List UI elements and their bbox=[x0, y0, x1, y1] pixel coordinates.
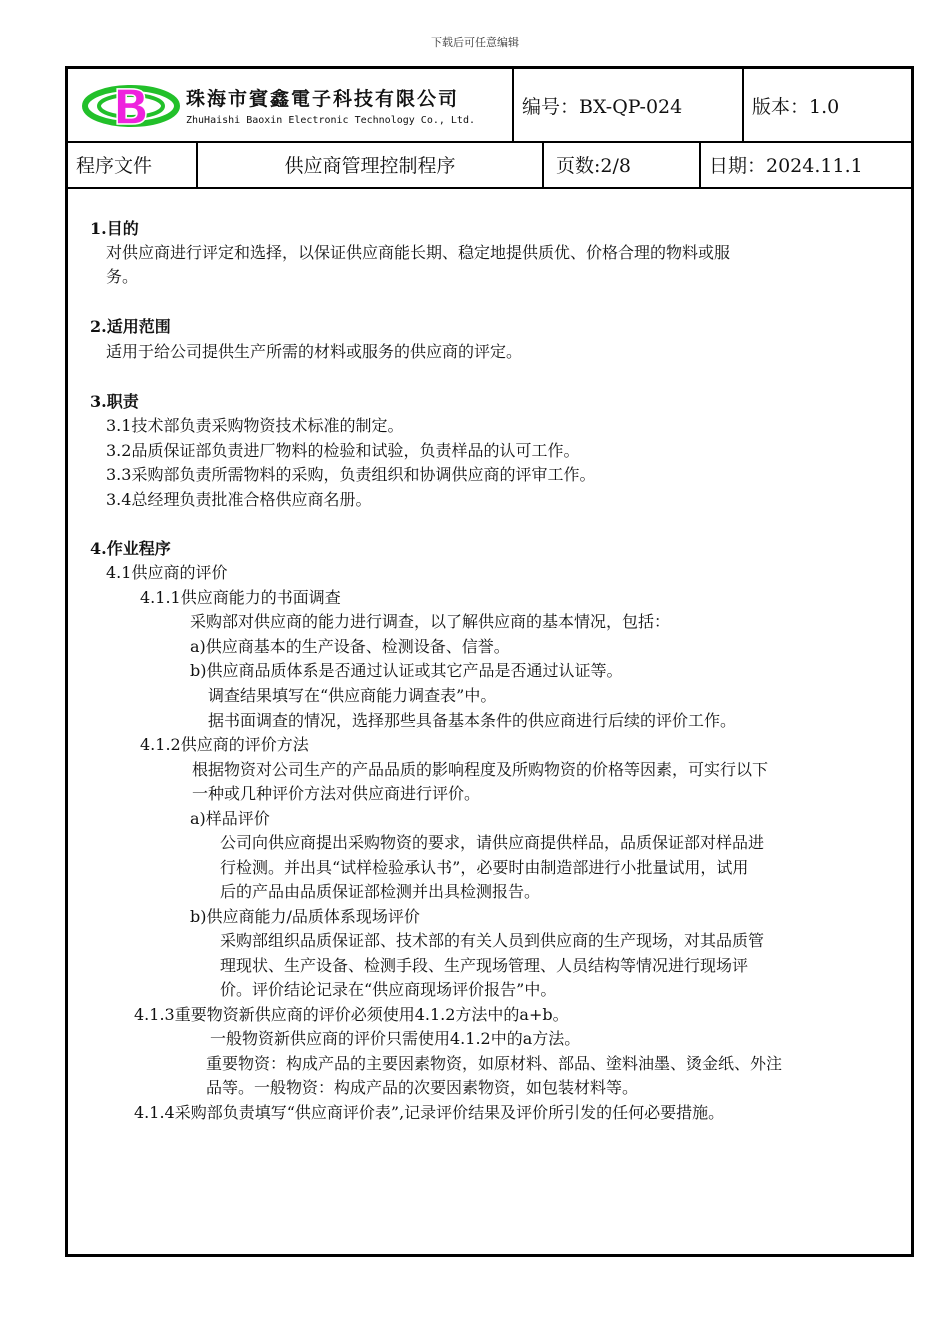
subsection-heading: 4.1.3重要物资新供应商的评价必须使用4.1.2方法中的a+b。 bbox=[134, 1005, 569, 1024]
document-date: 日期：2024.11.1 bbox=[709, 154, 863, 177]
company-name-en: ZhuHaishi Baoxin Electronic Technology Co., Ltd. bbox=[186, 115, 475, 126]
paragraph-line: 采购部组织品质保证部、技术部的有关人员到供应商的生产现场，对其品质管 bbox=[220, 931, 765, 950]
paragraph-line: 调查结果填写在“供应商能力调查表”中。 bbox=[208, 686, 497, 705]
list-item: a)供应商基本的生产设备、检测设备、信誉。 bbox=[190, 637, 510, 656]
section-3-item: 3.3采购部负责所需物料的采购，负责组织和协调供应商的评审工作。 bbox=[106, 465, 596, 484]
company-name-block bbox=[186, 84, 475, 126]
subsection-heading: 4.1.2供应商的评价方法 bbox=[140, 735, 309, 754]
company-logo bbox=[82, 80, 475, 130]
header-row-1 bbox=[68, 69, 911, 143]
subsection-heading: 4.1.1供应商能力的书面调查 bbox=[140, 588, 341, 607]
subsection-heading: 4.1.4采购部负责填写“供应商评价表”,记录评价结果及评价所引发的任何必要措施。 bbox=[134, 1103, 725, 1122]
section-2-text: 适用于给公司提供生产所需的材料或服务的供应商的评定。 bbox=[106, 342, 523, 361]
paragraph-line: 一种或几种评价方法对供应商进行评价。 bbox=[192, 784, 481, 803]
paragraph-line: 价。评价结论记录在“供应商现场评价报告”中。 bbox=[220, 980, 557, 999]
document-version: 版本：1.0 bbox=[752, 95, 840, 118]
document-frame bbox=[65, 66, 914, 1257]
section-4-heading: 4.作业程序 bbox=[90, 539, 171, 558]
top-note: 下载后可任意编辑 bbox=[431, 36, 519, 49]
list-item: a)样品评价 bbox=[190, 809, 270, 828]
header-row-2 bbox=[68, 141, 911, 189]
paragraph-line: 品等。一般物资：构成产品的次要因素物资，如包装材料等。 bbox=[206, 1078, 639, 1097]
document-title: 供应商管理控制程序 bbox=[198, 141, 544, 187]
paragraph-line: 理现状、生产设备、检测手段、生产现场管理、人员结构等情况进行现场评 bbox=[220, 956, 749, 975]
section-1-text: 务。 bbox=[106, 267, 139, 286]
subsection-heading: 4.1供应商的评价 bbox=[106, 563, 228, 582]
section-3-item: 3.1技术部负责采购物资技术标准的制定。 bbox=[106, 416, 404, 435]
document-type: 程序文件 bbox=[68, 141, 198, 187]
section-2-heading: 2.适用范围 bbox=[90, 317, 171, 336]
paragraph-line: 采购部对供应商的能力进行调查，以了解供应商的基本情况，包括： bbox=[190, 612, 671, 631]
list-item: b)供应商能力/品质体系现场评价 bbox=[190, 907, 420, 926]
document-code: 编号：BX-QP-024 bbox=[514, 69, 744, 141]
list-item: b)供应商品质体系是否通过认证或其它产品是否通过认证等。 bbox=[190, 661, 623, 680]
logo-cell bbox=[68, 69, 514, 141]
section-3-item: 3.4总经理负责批准合格供应商名册。 bbox=[106, 490, 372, 509]
section-1-text: 对供应商进行评定和选择，以保证供应商能长期、稳定地提供质优、价格合理的物料或服 bbox=[106, 243, 731, 262]
svg-text:B: B bbox=[112, 80, 150, 130]
paragraph-line: 行检测。并出具“试样检验承认书”，必要时由制造部进行小批量试用，试用 bbox=[220, 858, 749, 877]
baoxin-logo-icon bbox=[82, 80, 180, 130]
section-1-heading: 1.目的 bbox=[90, 219, 139, 238]
paragraph-line: 重要物资：构成产品的主要因素物资，如原材料、部品、塗料油墨、烫金纸、外注 bbox=[206, 1054, 783, 1073]
section-3-heading: 3.职责 bbox=[90, 392, 139, 411]
section-3-item: 3.2品质保证部负责进厂物料的检验和试验，负责样品的认可工作。 bbox=[106, 441, 580, 460]
page-number: 页数:2/8 bbox=[544, 141, 701, 187]
paragraph-line: 据书面调查的情况，选择那些具备基本条件的供应商进行后续的评价工作。 bbox=[208, 711, 737, 730]
paragraph-line: 后的产品由品质保证部检测并出具检测报告。 bbox=[220, 882, 541, 901]
paragraph-line: 公司向供应商提出采购物资的要求，请供应商提供样品，品质保证部对样品进 bbox=[220, 833, 765, 852]
paragraph-line: 一般物资新供应商的评价只需使用4.1.2中的a方法。 bbox=[210, 1029, 581, 1048]
company-name-cn: 珠海市賓鑫電子科技有限公司 bbox=[186, 88, 460, 110]
paragraph-line: 根据物资对公司生产的产品品质的影响程度及所购物资的价格等因素，可实行以下 bbox=[192, 760, 769, 779]
